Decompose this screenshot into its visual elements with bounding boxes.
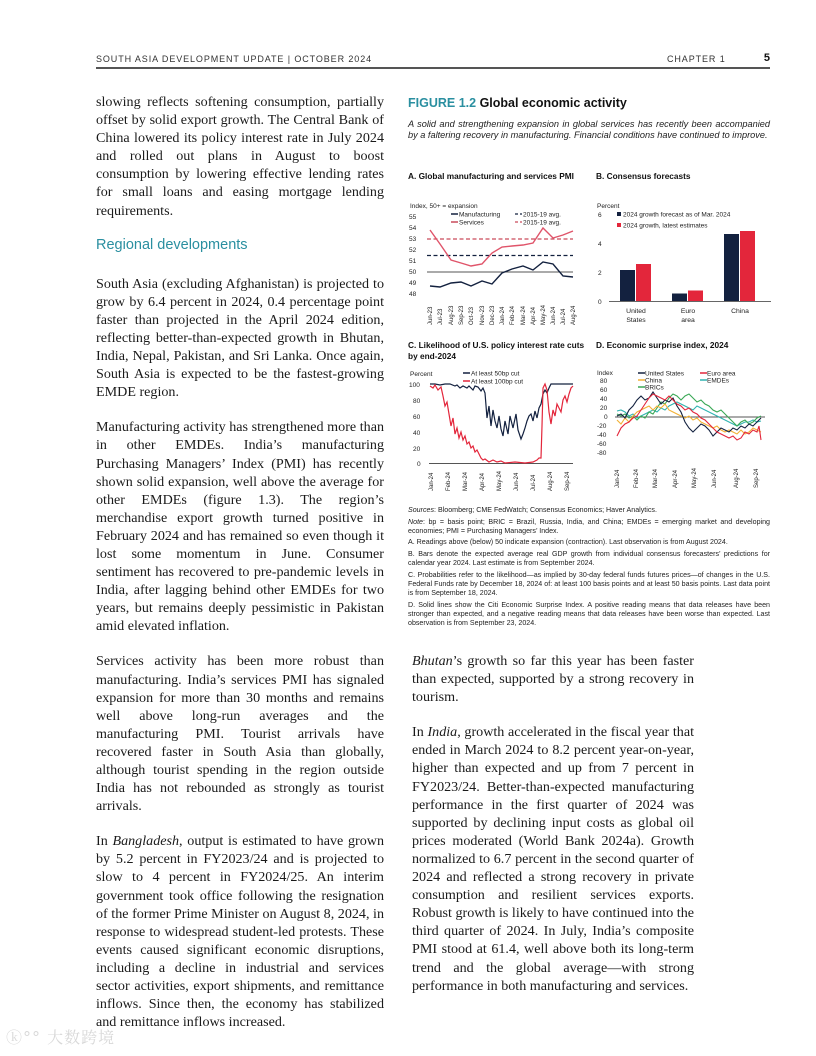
section-heading: Regional developments — [96, 236, 248, 253]
svg-text:Feb-24: Feb-24 — [510, 305, 516, 325]
svg-text:2024 growth forecast as of Mar: 2024 growth forecast as of Mar. 2024 — [623, 211, 731, 219]
svg-text:Aug-24: Aug-24 — [571, 305, 577, 325]
svg-text:50: 50 — [409, 269, 417, 276]
figure-subtitle: A solid and strengthening expansion in global services has recently been accompanied by a faltering recovery in manufacturing. Financial conditions have continued to improve. — [408, 119, 770, 141]
svg-text:2024 growth, latest estimates: 2024 growth, latest estimates — [623, 222, 708, 230]
svg-text:100: 100 — [409, 382, 420, 389]
page-number: 5 — [763, 52, 770, 64]
panel-c-title: C. Likelihood of U.S. policy interest rate cuts by end-2024 — [408, 340, 585, 361]
figure-title — [408, 96, 770, 110]
chart-d-surprise-index — [595, 366, 775, 496]
svg-text:Jan-24: Jan-24 — [500, 306, 506, 325]
panel-d-title: D. Economic surprise index, 2024 — [596, 340, 729, 350]
svg-text:Jun-23: Jun-23 — [428, 306, 434, 325]
running-title: SOUTH ASIA DEVELOPMENT UPDATE | OCTOBER 2024 — [96, 54, 373, 64]
panel-a-title: A. Global manufacturing and services PMI — [408, 171, 574, 181]
text: : Bloomberg; CME FedWatch; Consensus Economics; Haver Analytics. — [434, 506, 657, 514]
svg-text:54: 54 — [409, 225, 417, 232]
svg-text:55: 55 — [409, 214, 417, 221]
svg-text:Mar-24: Mar-24 — [653, 468, 659, 488]
panel-b-title: B. Consensus forecasts — [596, 171, 691, 181]
svg-text:4: 4 — [598, 241, 602, 248]
chart-a-pmi — [405, 197, 585, 332]
svg-text:51: 51 — [409, 258, 417, 265]
chart-c-rate-cuts — [405, 366, 585, 496]
note-a: A. Readings above (below) 50 indicate expansion (contraction). Last observation is from August 2024. — [408, 538, 728, 547]
text: ’s growth so far this year has been faster than expected, supported by a strong recovery in tourism. — [412, 653, 694, 706]
svg-text:May-24: May-24 — [692, 467, 698, 488]
svg-text:2: 2 — [598, 270, 602, 277]
svg-text:Percent: Percent — [410, 371, 433, 378]
paragraph: slowing reflects softening consumption, partially offset by solid export growth. The Central Bank of China lowered its policy interest rate in July 2024 and rolled out plans in August to boost consumption by lowering effective lending rates for small loans and easing mortgage lending requirements. — [96, 94, 384, 219]
note-c: C. Probabilities refer to the likelihood—as implied by 30-day federal funds futures prices—of changes in the U.S. Federal Funds rate by December 18, 2024 of: at least 100 basis points and at least 50 basis points. Last data point is from September 18, 2024. — [408, 570, 770, 598]
svg-text:Manufacturing: Manufacturing — [459, 211, 501, 219]
svg-text:0: 0 — [604, 414, 608, 421]
svg-text:49: 49 — [409, 280, 417, 287]
svg-text:Nov-23: Nov-23 — [480, 305, 486, 325]
svg-text:Sep-24: Sep-24 — [754, 468, 760, 488]
svg-text:2015-19 avg.: 2015-19 avg. — [523, 211, 561, 219]
svg-text:Aug-23: Aug-23 — [449, 305, 455, 325]
country-name: India — [427, 724, 458, 741]
text: In — [96, 833, 113, 850]
abbrev-note — [408, 518, 770, 536]
svg-text:Jun-24: Jun-24 — [514, 472, 520, 491]
svg-text:80: 80 — [600, 378, 608, 385]
figure-number: FIGURE 1.2 — [408, 96, 477, 110]
svg-text:Index, 50+ = expansion: Index, 50+ = expansion — [410, 203, 478, 210]
svg-text:At least 100bp cut: At least 100bp cut — [471, 378, 524, 386]
text: : bp = basis point; BRIC = Brazil, Russia, India, and China; EMDEs = emerging market and developing economies; PMI = Purchasing Managers’ Index. — [408, 517, 770, 535]
svg-text:States: States — [626, 317, 646, 324]
chapter-label: CHAPTER 1 — [667, 54, 726, 64]
svg-text:Feb-24: Feb-24 — [634, 468, 640, 488]
svg-text:Jul-24: Jul-24 — [531, 474, 537, 491]
svg-text:Aug-24: Aug-24 — [734, 468, 740, 488]
svg-text:40: 40 — [600, 396, 608, 403]
svg-text:0: 0 — [417, 461, 421, 468]
chart-b-consensus — [595, 197, 775, 332]
svg-text:-40: -40 — [597, 432, 607, 439]
watermark-logo: ⓚ°° 大数跨境 — [6, 1028, 116, 1047]
figure-notes — [408, 506, 770, 631]
svg-text:Jul-24: Jul-24 — [561, 308, 567, 325]
sources-label: Sources — [408, 506, 435, 514]
svg-text:May-24: May-24 — [541, 304, 547, 325]
svg-text:Feb-24: Feb-24 — [446, 471, 452, 491]
svg-text:Sep-24: Sep-24 — [565, 471, 571, 491]
svg-text:60: 60 — [413, 414, 421, 421]
svg-text:Aug-24: Aug-24 — [548, 471, 554, 491]
svg-text:Apr-24: Apr-24 — [673, 469, 679, 488]
svg-text:Jun-24: Jun-24 — [712, 469, 718, 488]
paragraph-india — [412, 723, 694, 994]
svg-text:20: 20 — [413, 446, 421, 453]
svg-text:2015-19 avg.: 2015-19 avg. — [523, 219, 561, 227]
svg-text:Apr-24: Apr-24 — [480, 472, 486, 491]
svg-text:EMDEs: EMDEs — [707, 377, 730, 385]
svg-text:40: 40 — [413, 430, 421, 437]
country-name: Bangladesh — [112, 833, 180, 850]
svg-text:20: 20 — [600, 405, 608, 412]
left-column — [96, 93, 384, 1048]
svg-text:Mar-24: Mar-24 — [463, 471, 469, 491]
svg-text:China: China — [731, 308, 749, 315]
header-rule — [96, 67, 770, 69]
svg-text:-60: -60 — [597, 441, 607, 448]
svg-text:Mar-24: Mar-24 — [521, 305, 527, 325]
text: , output is estimated to have grown by 5.2 percent in FY2023/24 and is projected to slow to 4 percent in FY2024/25. An interim government took office following the resignation of the former Prime Minister on August 8, 2024, in response to widespread student-led protests. These events caused significant economic disruptions, including a decline in industrial and services sector activities, export shipments, and remittance inflows. Since then, the economy has stabilized and remittance inflows increased. — [96, 833, 385, 1031]
svg-text:Jun-24: Jun-24 — [551, 306, 557, 325]
svg-text:48: 48 — [409, 291, 417, 298]
svg-text:Services: Services — [459, 219, 484, 227]
svg-text:Apr-24: Apr-24 — [531, 306, 537, 325]
svg-text:Jan-24: Jan-24 — [429, 472, 435, 491]
svg-text:Euro: Euro — [680, 308, 696, 315]
svg-text:United: United — [626, 308, 646, 315]
svg-text:6: 6 — [598, 212, 602, 219]
svg-text:At least 50bp cut: At least 50bp cut — [471, 370, 520, 378]
right-column — [412, 652, 694, 1012]
svg-text:-20: -20 — [597, 423, 607, 430]
svg-text:Oct-23: Oct-23 — [469, 306, 475, 325]
svg-text:-80: -80 — [597, 450, 607, 457]
figure-1-2 — [408, 96, 770, 141]
sources-note — [408, 506, 770, 515]
text: In — [412, 724, 428, 741]
paragraph-bhutan — [412, 652, 694, 706]
svg-text:52: 52 — [409, 247, 417, 254]
svg-text:Jul-23: Jul-23 — [438, 308, 444, 325]
svg-text:May-24: May-24 — [497, 470, 503, 491]
svg-text:Euro area: Euro area — [707, 370, 736, 378]
svg-text:area: area — [681, 317, 695, 324]
svg-text:53: 53 — [409, 236, 417, 243]
svg-text:United States: United States — [645, 370, 685, 378]
svg-text:60: 60 — [600, 387, 608, 394]
svg-text:Jan-24: Jan-24 — [615, 469, 621, 488]
svg-text:Dec-23: Dec-23 — [490, 305, 496, 325]
svg-text:BRICs: BRICs — [645, 384, 664, 392]
text: , growth accelerated in the fiscal year that ended in March 2024 to 8.2 percent year-on-year, higher than expected and up from 7 percent in FY2023/24. Better-than-expected manufacturing performance in the first quarter of 2024 was supported by declining input costs as global oil prices moderated (World Bank 2024a). Growth normalized to 6.7 percent in the second quarter of 2024 and reflected a strong recovery in private consumption and resilient services exports. Robust growth is likely to have continued into the third quarter of 2024. In July, India’s composite PMI stood at 61.4, well above both its long-term trend and the global average—with strong performance in both manufacturing and services. — [412, 724, 695, 994]
svg-text:80: 80 — [413, 398, 421, 405]
country-name: Bhutan — [412, 653, 453, 669]
svg-text:Sep-23: Sep-23 — [459, 305, 465, 325]
svg-text:Percent: Percent — [597, 203, 620, 210]
paragraph: South Asia (excluding Afghanistan) is projected to grow by 6.4 percent in 2024, 0.4 percentage point faster than projected in the April 2024 edition, reflecting better-than-expected growth in Bhutan, India, Nepal, Pakistan, and Sri Lanka. Once again, South Asia is expected to be the fastest-growing EMDE region. — [96, 275, 384, 401]
note-d: D. Solid lines show the Citi Economic Surprise Index. A positive reading means that data releases have been stronger than expected, and a negative reading means that data releases have been worse than expected. Last observation is from September 23, 2024. — [408, 600, 770, 627]
paragraph: Services activity has been more robust than manufacturing. India’s services PMI has signaled expansion for more than 30 months and remains well above long-run averages and the manufacturing PMI. Tourist arrivals have recovered faster in South Asia than globally, although tourist spending in the region outside India has not rebounded as strongly as tourist arrivals. — [96, 653, 384, 815]
figure-title-text: Global economic activity — [479, 96, 627, 110]
svg-text:China: China — [645, 377, 662, 385]
paragraph-bangladesh — [96, 832, 384, 1031]
note-label: Note — [408, 517, 423, 526]
paragraph: Manufacturing activity has strengthened more than in other EMDEs. India’s manufacturing Purchasing Managers’ Index (PMI) has recently shown solid expansion, well above the average for other EMDEs (figure 1.3). The region’s merchandise export growth turned positive in February 2024 and has remained so even though it lost some momentum in June. Consumer sentiment has recovered to pre-pandemic levels in India, after lagging behind other EMDEs for two years, but remains deeply pessimistic in Pakistan amid elevated inflation. — [96, 419, 384, 635]
svg-text:Index: Index — [597, 370, 613, 377]
note-b: B. Bars denote the expected average real GDP growth from individual consensus forecasters’ predictions for calendar year 2024. Last estimate is from September 2024. — [408, 550, 770, 568]
svg-text:0: 0 — [598, 299, 602, 306]
